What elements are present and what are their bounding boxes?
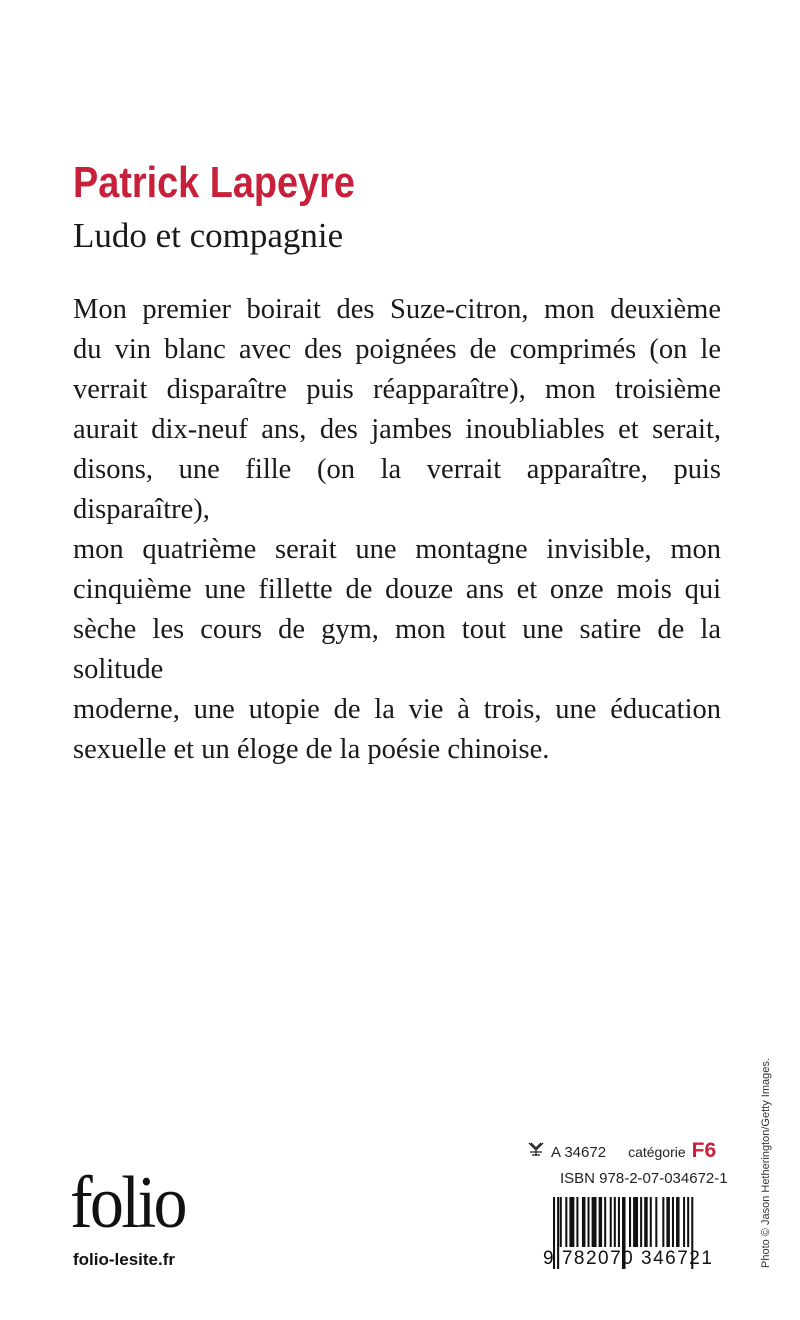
barcode-bar [655,1197,657,1247]
blurb-line: moderne, une utopie de la vie à trois, une éducation [73,694,721,725]
barcode-bar [588,1197,590,1247]
barcode-bar [582,1197,586,1247]
barcode-bar [666,1197,670,1247]
barcode-bar [650,1197,652,1247]
category-value: F6 [691,1139,717,1162]
catalog-code: A 34672 [551,1144,607,1161]
barcode-bar [629,1197,631,1247]
blurb-line: cinquième une fillette de douze ans et onze mois qui [73,574,721,605]
barcode-bar [592,1197,597,1247]
barcode-bar [644,1197,648,1247]
barcode-bar [687,1197,689,1247]
barcode-bar [672,1197,674,1247]
photo-credit: Photo © Jason Hetherington/Getty Images. [760,1058,772,1268]
blurb-text [73,290,721,770]
barcode-bar [604,1197,606,1247]
barcode-bar [610,1197,612,1247]
barcode-bar [618,1197,620,1247]
author-name: Patrick Lapeyre [73,158,355,207]
blurb-line: disons, une fille (on la verrait apparaître, puis disparaître), [73,454,721,525]
barcode-bar [640,1197,642,1247]
barcode-bar [569,1197,574,1247]
barcode-bar [676,1197,680,1247]
blurb-line: sèche les cours de gym, mon tout une satire de la solitude [73,614,721,685]
gallimard-monogram-icon [527,1141,545,1161]
barcode-bar [662,1197,664,1247]
blurb-line: aurait dix-neuf ans, des jambes inoubliables et serait, [73,414,721,445]
barcode-bar [683,1197,685,1247]
blurb-line: mon quatrième serait une montagne invisible, mon [73,534,721,565]
barcode-bar [614,1197,616,1247]
blurb-line: du vin blanc avec des poignées de comprimés (on le [73,334,721,365]
category-label: catégorie [628,1144,686,1160]
barcode-digits: 9 782070 346721 [543,1248,714,1269]
blurb-line: Mon premier boirait des Suze-citron, mon deuxième [73,294,721,325]
barcode-bar [633,1197,638,1247]
barcode-bar [560,1197,562,1247]
catalog-meta [527,1139,722,1163]
folio-logo: folio [70,1162,185,1244]
blurb-line: verrait disparaître puis réapparaître), mon troisième [73,374,721,405]
publisher-website: folio-lesite.fr [73,1250,176,1269]
blurb-line: sexuelle et un éloge de la poésie chinoise. [73,734,550,765]
isbn: ISBN 978-2-07-034672-1 [560,1170,728,1187]
barcode-bar [576,1197,578,1247]
barcode-bar [599,1197,603,1247]
barcode-bar [565,1197,567,1247]
book-title: Ludo et compagnie [73,216,344,255]
